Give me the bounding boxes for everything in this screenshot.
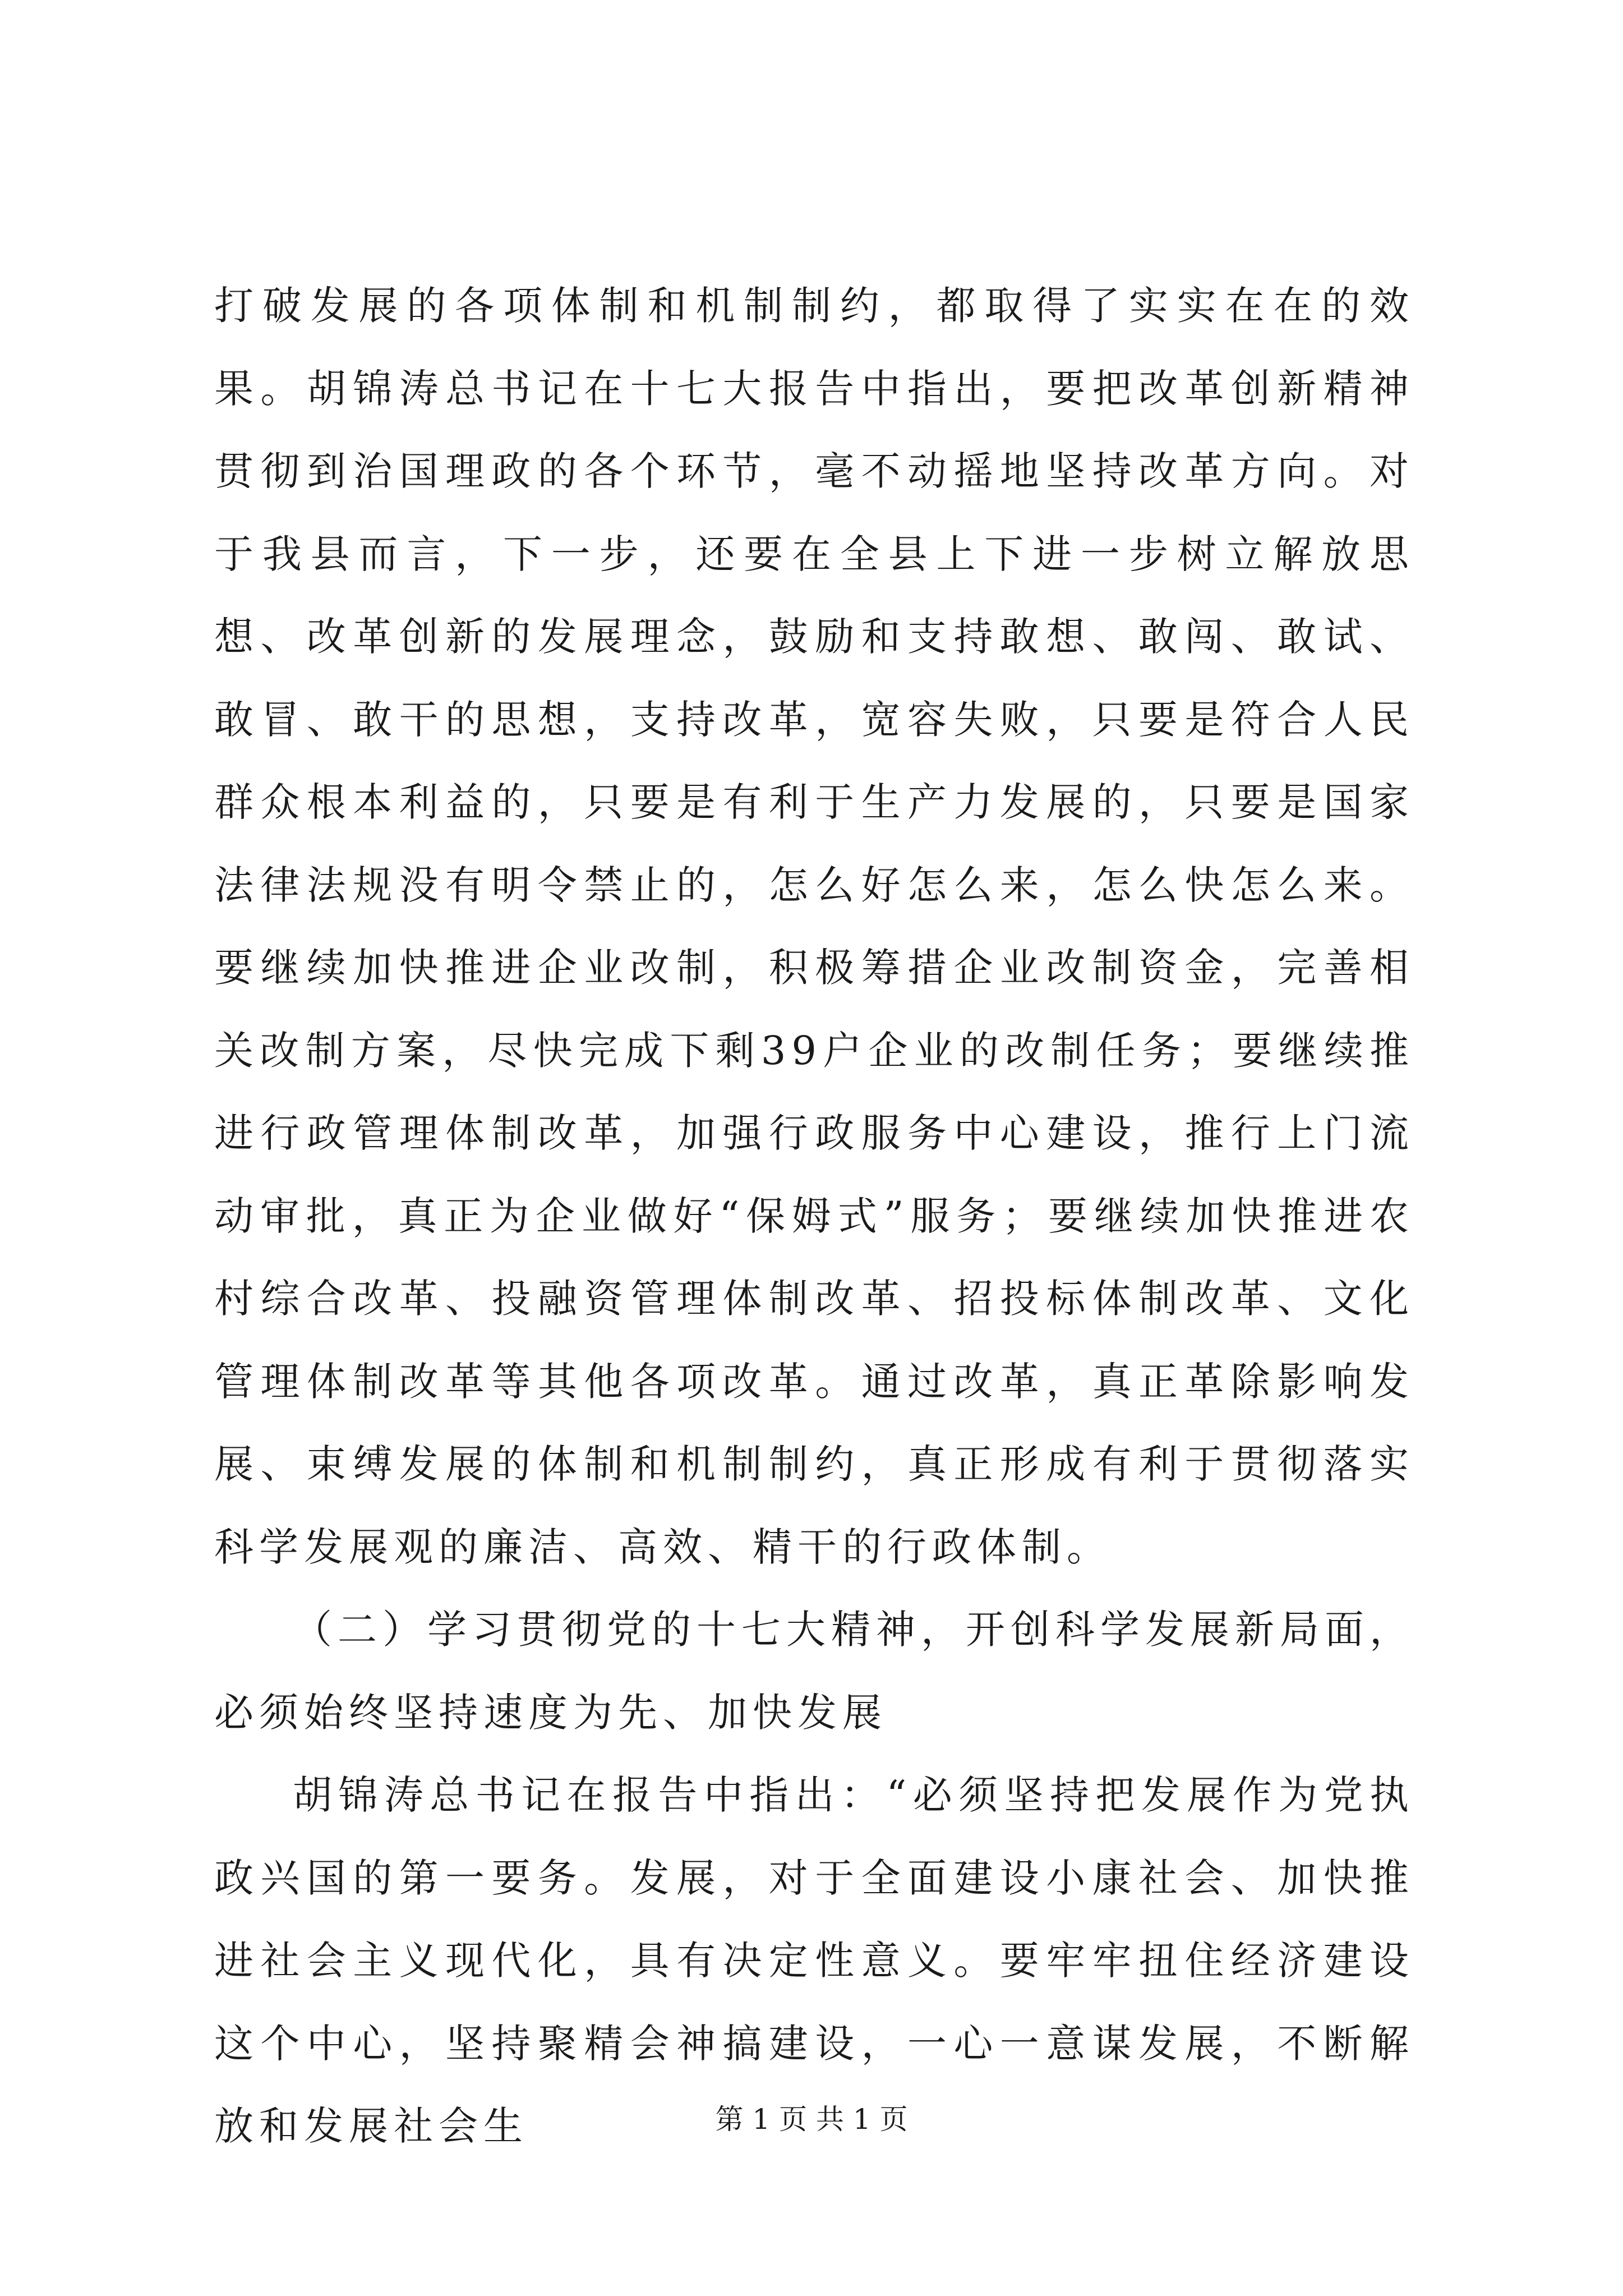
body-paragraph-continued: 打破发展的各项体制和机制制约，都取得了实实在在的效果。胡锦涛总书记在十七大报告中指出，要把改革创新精神贯彻到治国理政的各个环节，毫不动摇地坚持改革方向。对于我县而言，下一步，还要在全县上下进一步树立解放思想、改革创新的发展理念，鼓励和支持敢想、敢闯、敢试、敢冒、敢干的思想，支持改革，宽容失败，只要是符合人民群众根本利益的，只要是有利于生产力发展的，只要是国家法律法规没有明令禁止的，怎么好怎么来，怎么快怎么来。要继续加快推进企业改制，积极筹措企业改制资金，完善相关改制方案，尽快完成下剩39户企业的改制任务；要继续推进行政管理体制改革，加强行政服务中心建设，推行上门流动审批，真正为企业做好“保姆式”服务；要继续加快推进农村综合改革、投融资管理体制改革、招投标体制改革、文化管理体制改革等其他各项改革。通过改革，真正革除影响发展、束缚发展的体制和机制制约，真正形成有利于贯彻落实科学发展观的廉洁、高效、精干的行政体制。 bbox=[214, 283, 1414, 1570]
body-paragraph: 胡锦涛总书记在报告中指出：“必须坚持把发展作为党执政兴国的第一要务。发展，对于全面建设小康社会、加快推进社会主义现代化，具有决定性意义。要牢牢扭住经济建设这个中心，坚持聚精会神搞建设，一心一意谋发展，不断解放和发展社会生 bbox=[214, 1772, 1414, 2149]
page-number-footer: 第 1 页 共 1 页 bbox=[715, 2103, 908, 2136]
document-body bbox=[214, 265, 1414, 2168]
section-heading: （二）学习贯彻党的十七大精神，开创科学发展新局面，必须始终坚持速度为先、加快发展 bbox=[214, 1607, 1414, 1736]
